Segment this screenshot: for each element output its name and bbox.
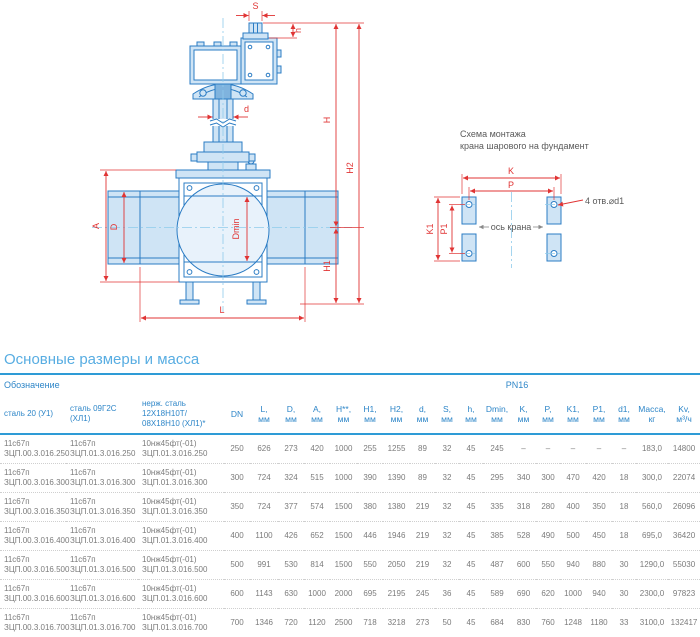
value-cell: 280: [536, 492, 560, 521]
valve-axis-label: ось крана: [490, 222, 532, 232]
value-cell: 940: [560, 550, 586, 579]
table-row: [0, 550, 700, 579]
value-cell: 550: [357, 550, 383, 579]
value-cell: 340: [511, 463, 536, 492]
designation-cell: 10нж45фт(-01) ЗЦП.01.3.016.700: [138, 608, 224, 637]
value-cell: 219: [410, 550, 435, 579]
value-cell: 880: [586, 550, 612, 579]
value-cell: 89: [418, 444, 427, 454]
designation-cell: 11с67п ЗЦП.01.3.016.600: [66, 579, 138, 608]
value-cell: 1500: [330, 521, 357, 550]
value-cell: 30: [612, 550, 636, 579]
value-cell: 620: [536, 579, 560, 608]
value-cell: 652: [304, 521, 330, 550]
value-cell: 45: [459, 463, 483, 492]
value-cell: 724: [250, 463, 278, 492]
table-body: [0, 434, 700, 637]
designation-cell: 11с67п ЗЦП.01.3.016.300: [66, 463, 138, 492]
value-cell: 1000: [330, 463, 357, 492]
scheme-title-line1: Схема монтажа: [460, 129, 526, 139]
valve-front-view: [91, 1, 364, 322]
designation-cell: 11с67п ЗЦП.01.3.016.350: [66, 492, 138, 521]
value-cell: 1500: [330, 550, 357, 579]
value-cell: 814: [304, 550, 330, 579]
designation-cell: 10нж45фт(-01) ЗЦП.01.3.016.250: [142, 438, 208, 458]
value-cell: 600: [511, 550, 536, 579]
input-shaft: [249, 23, 262, 33]
column-header: DN: [224, 395, 250, 434]
value-cell: –: [545, 444, 551, 454]
dim-label-K: K: [507, 166, 515, 176]
column-header: H2, мм: [383, 395, 410, 434]
value-cell: 1000: [304, 579, 330, 608]
value-cell: 45: [459, 521, 483, 550]
value-cell: 1100: [250, 521, 278, 550]
value-cell: 18: [612, 463, 636, 492]
foot-left: [186, 282, 193, 300]
value-cell: 400: [560, 492, 586, 521]
value-cell: 1248: [560, 608, 586, 637]
column-header: A, мм: [304, 395, 330, 434]
value-cell: 390: [357, 463, 383, 492]
column-header: K1, мм: [560, 395, 586, 434]
designation-cell: 11с67п ЗЦП.00.3.016.250: [4, 438, 70, 458]
value-cell: 300: [536, 463, 560, 492]
value-cell: 1000: [560, 579, 586, 608]
value-cell: 2050: [383, 550, 410, 579]
column-header: P1, мм: [586, 395, 612, 434]
value-cell: 830: [511, 608, 536, 637]
value-cell: 255: [363, 444, 377, 454]
value-cell: 45: [459, 550, 483, 579]
value-cell: 273: [284, 444, 298, 454]
value-cell: 45: [459, 608, 483, 637]
value-cell: 45: [466, 444, 476, 454]
value-cell: 426: [278, 521, 304, 550]
material-column-header: нерж. сталь 12Х18Н10Т/ 08Х18Н10 (ХЛ1)*: [138, 395, 224, 434]
value-cell: 32: [435, 521, 459, 550]
value-cell: 700: [224, 608, 250, 637]
scheme-title-line2: крана шарового на фундамент: [460, 141, 589, 151]
value-cell: –: [596, 444, 602, 454]
value-cell: 32: [442, 444, 452, 454]
value-cell: 500: [224, 550, 250, 579]
value-cell: 324: [278, 463, 304, 492]
value-cell: 1500: [330, 492, 357, 521]
value-cell: 718: [357, 608, 383, 637]
designation-cell: 10нж45фт(-01) ЗЦП.01.3.016.350: [138, 492, 224, 521]
value-cell: 55030: [668, 550, 700, 579]
dim-label-H: H: [322, 116, 332, 124]
value-cell: 626: [257, 444, 271, 454]
section-title: Основные размеры и масса: [4, 351, 200, 368]
column-header: H**, мм: [330, 395, 357, 434]
value-cell: 377: [278, 492, 304, 521]
designation-cell: 11с67п ЗЦП.01.3.016.500: [66, 550, 138, 579]
value-cell: 1143: [250, 579, 278, 608]
dim-label-S: S: [252, 1, 259, 11]
value-cell: 97823: [668, 579, 700, 608]
value-cell: 690: [511, 579, 536, 608]
value-cell: 450: [586, 521, 612, 550]
column-header: d, мм: [410, 395, 435, 434]
pn16-group-header: PN16: [505, 380, 529, 390]
dim-label-K1: K1: [425, 223, 435, 235]
value-cell: 18: [612, 492, 636, 521]
column-header: S, мм: [435, 395, 459, 434]
value-cell: 36420: [668, 521, 700, 550]
designation-cell: 11с67п ЗЦП.01.3.016.250: [70, 438, 136, 458]
designation-cell: 11с67п ЗЦП.00.3.016.400: [0, 521, 66, 550]
value-cell: 1380: [383, 492, 410, 521]
value-cell: 1346: [250, 608, 278, 637]
table-row: [0, 521, 700, 550]
value-cell: 32: [435, 492, 459, 521]
value-cell: 183,0: [641, 444, 663, 454]
designation-cell: 10нж45фт(-01) ЗЦП.01.3.016.600: [138, 579, 224, 608]
value-cell: 2000: [330, 579, 357, 608]
value-cell: 695,0: [636, 521, 668, 550]
designation-cell: 11с67п ЗЦП.00.3.016.300: [0, 463, 66, 492]
foot-right: [253, 282, 260, 300]
dimensions-table: [0, 375, 700, 637]
value-cell: 89: [410, 463, 435, 492]
value-cell: 219: [410, 521, 435, 550]
value-cell: 385: [483, 521, 511, 550]
column-header: K, мм: [511, 395, 536, 434]
dim-label-P: P: [507, 180, 515, 190]
value-cell: 350: [224, 492, 250, 521]
column-header: L, мм: [250, 395, 278, 434]
value-cell: 530: [278, 550, 304, 579]
value-cell: 589: [483, 579, 511, 608]
value-cell: 446: [357, 521, 383, 550]
material-column-header: сталь 09Г2С (ХЛ1): [66, 395, 138, 434]
table-row: [0, 579, 700, 608]
value-cell: –: [621, 444, 627, 454]
value-cell: 50: [435, 608, 459, 637]
value-cell: 2500: [330, 608, 357, 637]
designation-cell: 10нж45фт(-01) ЗЦП.01.3.016.400: [138, 521, 224, 550]
value-cell: 132417: [668, 608, 700, 637]
value-cell: 724: [250, 492, 278, 521]
holes-count-label: 4 отв.⌀d1: [585, 196, 625, 206]
column-header: Dmin, мм: [483, 395, 511, 434]
value-cell: 695: [357, 579, 383, 608]
value-cell: 18: [612, 521, 636, 550]
dimensions-section: [0, 345, 700, 637]
value-cell: 400: [224, 521, 250, 550]
value-cell: 350: [586, 492, 612, 521]
table-row: [0, 463, 700, 492]
value-cell: 318: [511, 492, 536, 521]
designation-cell: 11с67п ЗЦП.00.3.016.350: [0, 492, 66, 521]
column-header: d1, мм: [612, 395, 636, 434]
dim-label-H2: H2: [345, 162, 355, 174]
designation-cell: 10нж45фт(-01) ЗЦП.01.3.016.300: [138, 463, 224, 492]
value-cell: 36: [435, 579, 459, 608]
value-cell: –: [570, 444, 576, 454]
column-header: Масса, кг: [636, 395, 668, 434]
value-cell: 22074: [668, 463, 700, 492]
value-cell: 1946: [383, 521, 410, 550]
designation-cell: 11с67п ЗЦП.01.3.016.400: [66, 521, 138, 550]
value-cell: 245: [490, 444, 504, 454]
value-cell: 574: [304, 492, 330, 521]
value-cell: 600: [224, 579, 250, 608]
value-cell: 490: [536, 521, 560, 550]
designation-cell: 10нж45фт(-01) ЗЦП.01.3.016.500: [138, 550, 224, 579]
table-row: [0, 608, 700, 637]
value-cell: 30: [612, 579, 636, 608]
value-cell: 991: [250, 550, 278, 579]
mounting-scheme: [425, 129, 624, 268]
value-cell: 300: [224, 463, 250, 492]
value-cell: 630: [278, 579, 304, 608]
dim-label-D: D: [109, 223, 119, 231]
value-cell: 295: [483, 463, 511, 492]
value-cell: 26096: [668, 492, 700, 521]
value-cell: 1390: [383, 463, 410, 492]
value-cell: 14800: [672, 444, 696, 454]
designation-cell: 11с67п ЗЦП.00.3.016.500: [0, 550, 66, 579]
table-row: [0, 492, 700, 521]
value-cell: 420: [586, 463, 612, 492]
dim-label-P1: P1: [439, 223, 449, 235]
value-cell: 720: [278, 608, 304, 637]
dim-label-H1: H1: [322, 260, 332, 272]
value-cell: 45: [459, 579, 483, 608]
value-cell: 335: [483, 492, 511, 521]
value-cell: –: [521, 444, 526, 454]
column-header: h, мм: [459, 395, 483, 434]
value-cell: 32: [435, 550, 459, 579]
value-cell: 380: [357, 492, 383, 521]
value-cell: 1120: [304, 608, 330, 637]
value-cell: 1255: [387, 444, 406, 454]
table-row: [0, 434, 700, 463]
value-cell: 515: [304, 463, 330, 492]
value-cell: 300,0: [636, 463, 668, 492]
dim-label-h: h: [293, 27, 303, 34]
value-cell: 3218: [383, 608, 410, 637]
value-cell: 273: [410, 608, 435, 637]
value-cell: 1180: [586, 608, 612, 637]
dim-label-Dmin: Dmin: [231, 218, 241, 240]
value-cell: 500: [560, 521, 586, 550]
material-column-header: сталь 20 (У1): [0, 395, 66, 434]
designation-group-header: Обозначение: [4, 380, 60, 390]
designation-cell: 11с67п ЗЦП.00.3.016.600: [0, 579, 66, 608]
value-cell: 940: [586, 579, 612, 608]
column-header: P, мм: [536, 395, 560, 434]
value-cell: 2195: [383, 579, 410, 608]
value-cell: 45: [459, 492, 483, 521]
value-cell: 560,0: [636, 492, 668, 521]
value-cell: 550: [536, 550, 560, 579]
designation-cell: 11с67п ЗЦП.00.3.016.700: [0, 608, 66, 637]
value-cell: 250: [230, 444, 244, 454]
value-cell: 3100,0: [636, 608, 668, 637]
column-header: H1, мм: [357, 395, 383, 434]
value-cell: 33: [612, 608, 636, 637]
dim-label-L: L: [219, 305, 225, 315]
gearbox: [190, 23, 281, 84]
value-cell: 684: [483, 608, 511, 637]
value-cell: 32: [435, 463, 459, 492]
value-cell: 760: [536, 608, 560, 637]
dim-label-d: d: [244, 104, 250, 114]
dim-label-A: A: [91, 222, 101, 230]
value-cell: 1290,0: [636, 550, 668, 579]
value-cell: 470: [560, 463, 586, 492]
value-cell: 2300,0: [636, 579, 668, 608]
column-header: D, мм: [278, 395, 304, 434]
value-cell: 487: [483, 550, 511, 579]
value-cell: 219: [410, 492, 435, 521]
value-cell: 1000: [334, 444, 353, 454]
designation-cell: 11с67п ЗЦП.01.3.016.700: [66, 608, 138, 637]
value-cell: 245: [410, 579, 435, 608]
value-cell: 420: [310, 444, 324, 454]
column-header-row: [0, 395, 700, 434]
value-cell: 528: [511, 521, 536, 550]
column-header: Kv, м³/ч: [668, 395, 700, 434]
